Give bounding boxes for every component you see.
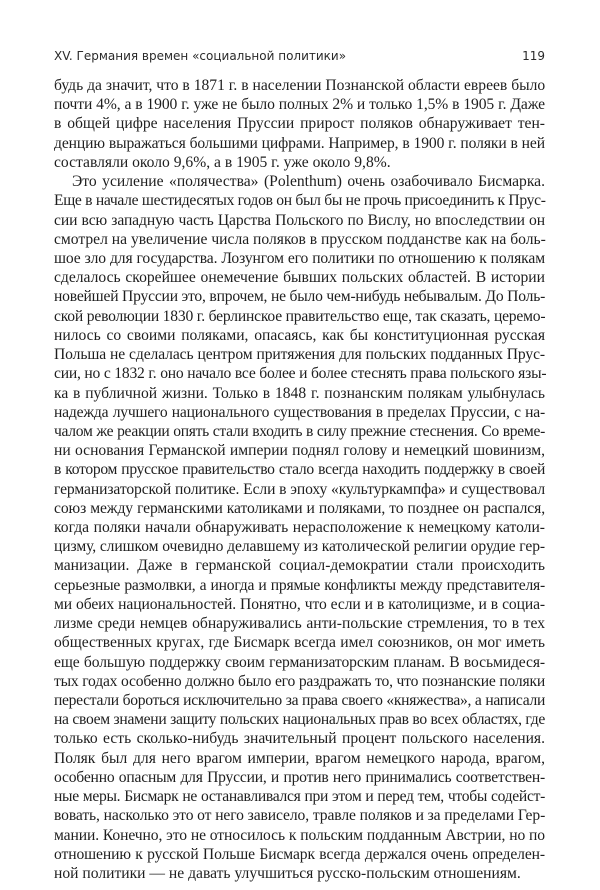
text-line: смотрел на увеличение числа поляков в прусском подданстве как на боль- [54, 230, 546, 248]
text-line: вовать, насколько это от него зависело, травле поляков и за пределами Гер- [54, 807, 546, 825]
text-line: ми обеих национальностей. Понятно, что если и в католицизме, и в социа- [54, 595, 545, 613]
text-line: германизаторской политике. Если в эпоху «культуркампфа» и существовал [54, 480, 545, 498]
text-line: денцию выражаться большими цифрами. Например, в 1900 г. поляки в ней [54, 134, 545, 152]
text-line: Это усиление «полячества» (Polenthum) очень озабочивало Бисмарка. [72, 173, 545, 191]
text-line: составляли около 9,6%, а в 1905 г. уже около 9,8%. [54, 153, 391, 171]
text-line: сии, но с 1832 г. оно начало все более и более стеснять права польского язы- [54, 365, 547, 383]
text-line: Польша не сделалась центром притяжения для польских подданных Прус- [54, 346, 545, 364]
text-line: будь да значит, что в 1871 г. в населении Познанской области евреев было [54, 77, 546, 94]
text-line: ные меры. Бисмарк не останавливался при этом и перед тем, чтобы содейст- [54, 788, 545, 806]
text-line: союз между германскими католиками и поляками, то позднее он распался, [54, 499, 545, 517]
text-line: когда поляки начали обнаруживать нерасположение к немецкому католи- [54, 519, 545, 537]
text-line: в общей цифре населения Пруссии прирост поляков обнаруживает тен- [54, 115, 545, 133]
text-line: нилось со своими поляками, опасаясь, как бы конституционная русская [54, 326, 545, 344]
text-line: ской революции 1830 г. берлинское правительство еще, так сказать, церемо- [54, 307, 546, 325]
running-header [54, 49, 545, 67]
text-line: мании. Конечно, это не относилось к польским подданным Австрии, но по [54, 826, 545, 844]
text-line: общественных кругах, где Бисмарк всегда имел союзников, он мог иметь [54, 634, 545, 652]
text-line: еще большую поддержку своим германизаторским планам. В восьмидеся- [54, 653, 545, 671]
text-line: ни основания Германской империи поднял голову и немецкий шовинизм, [54, 442, 545, 460]
text-line: манизации. Даже в германской социал-демократии стали происходить [54, 557, 545, 575]
text-line: сделалось скорейшее онемечение бывших польских областей. В истории [54, 269, 545, 287]
text-line: перестали бороться исключительно за права своего «княжества», а написали [54, 692, 545, 709]
text-line: серьезные размолвки, а иногда и прямые конфликты между представителя- [54, 576, 545, 594]
text-line: сии всю западную часть Царства Польского по Вислу, но впоследствии он [54, 211, 545, 229]
running-title: XV. Германия времен «социальной политики» [54, 49, 347, 63]
text-line: на своем знамени защиту польских национальных прав во всех областях, где [54, 711, 545, 729]
text-line: тых годах особенно должно было его раздражать то, что познанские поляки [54, 672, 545, 690]
text-line: ной политики — не давать улучшиться русско-польским отношениям. [54, 864, 521, 882]
text-line: ка в публичной жизни. Только в 1848 г. познанским полякам улыбнулась [54, 384, 545, 402]
page-number: 119 [522, 49, 545, 63]
body-text [54, 76, 545, 883]
text-line: только есть сколько-нибудь значительный процент польского населения. [54, 730, 545, 748]
text-line: надежда лучшего национального существования в пределах Пруссии, с на- [54, 403, 545, 421]
text-line: цизму, слишком очевидно делавшему из католической религии орудие гер- [54, 538, 545, 556]
text-line: отношению к русской Польше Бисмарк всегда держался очень определен- [54, 845, 545, 863]
text-line: Еще в начале шестидесятых годов он был бы не прочь присоединить к Прус- [54, 192, 546, 210]
text-line: лизме среди немцев обнаруживались анти-польские стремления, то в тех [54, 615, 545, 633]
text-line: особенно опасным для Пруссии, и против него принимались соответствен- [54, 768, 545, 786]
text-line: шое зло для государства. Лозунгом его политики по отношению к полякам [54, 249, 545, 267]
text-line: чалом же реакции опять стали входить в силу прежние стеснения. Со време- [54, 422, 545, 440]
text-line: новейшей Пруссии это, впрочем, не было чем-нибудь небывалым. До Поль- [54, 288, 546, 306]
text-line: почти 4%, а в 1900 г. уже не было полных 2% и только 1,5% в 1905 г. Даже [54, 96, 545, 114]
text-line: в котором прусское правительство стало всегда находить поддержку в своей [54, 461, 545, 479]
text-line: Поляк был для него врагом империи, врагом немецкого народа, врагом, [54, 749, 545, 767]
